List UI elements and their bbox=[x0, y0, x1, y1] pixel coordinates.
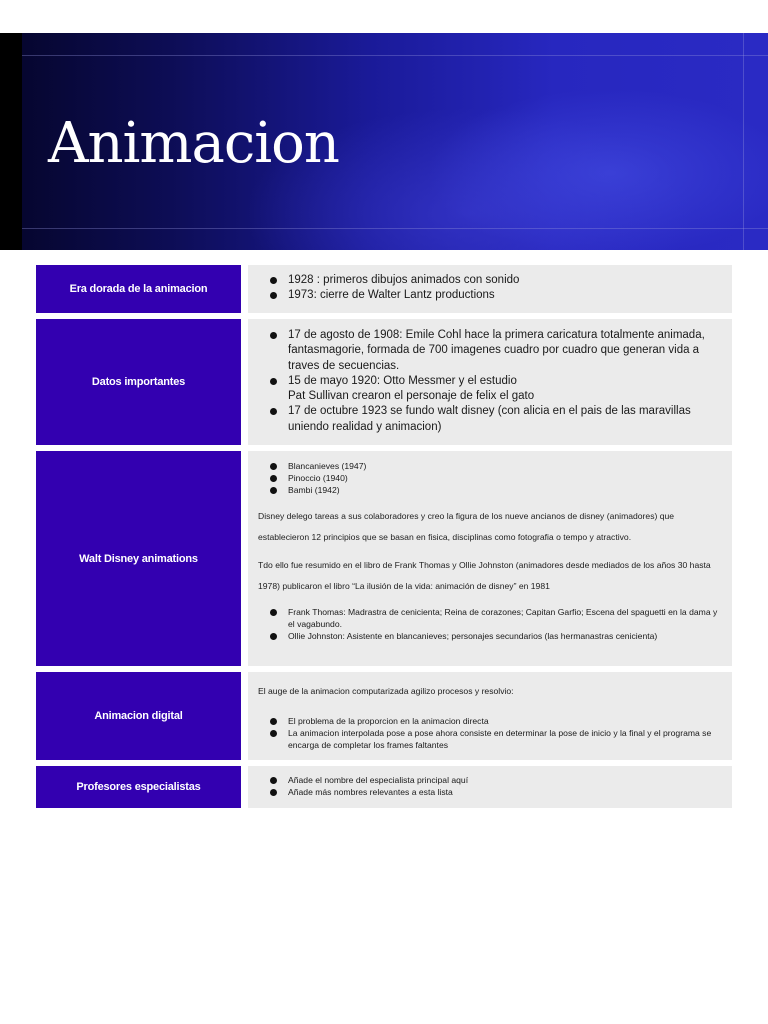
list-item bbox=[258, 374, 722, 405]
table-row-profesores bbox=[36, 766, 732, 808]
row-label: Walt Disney animations bbox=[36, 451, 241, 666]
list-item: 17 de agosto de 1908: Emile Cohl hace la primera caricatura totalmente animada, fantasmagorie, formada de 700 imagenes cuadro por cuadro que generan vida a traves de secuencias. bbox=[258, 328, 722, 374]
list-item: La animacion interpolada pose a pose ahora consiste en determinar la pose de inicio y la final y el programa se encarga de completar los frames faltantes bbox=[258, 727, 722, 751]
page-title: Animacion bbox=[48, 111, 339, 176]
info-table bbox=[36, 265, 732, 814]
list-item-text: 15 de mayo 1920: Otto Messmer y el estudio bbox=[288, 374, 517, 387]
table-row-datos-importantes bbox=[36, 319, 732, 445]
row-content bbox=[248, 766, 732, 808]
row-label: Profesores especialistas bbox=[36, 766, 241, 808]
row-content bbox=[248, 451, 732, 666]
list-item: Ollie Johnston: Asistente en blancanieves; personajes secundarios (las hermanastras cenicienta) bbox=[258, 630, 722, 642]
header-banner bbox=[0, 33, 768, 250]
banner-frame-top bbox=[22, 55, 768, 56]
table-row-era-dorada bbox=[36, 265, 732, 313]
row-content bbox=[248, 319, 732, 445]
row-label: Era dorada de la animacion bbox=[36, 265, 241, 313]
list-item: Pinoccio (1940) bbox=[258, 472, 722, 484]
list-item: Añade el nombre del especialista principal aquí bbox=[258, 774, 722, 786]
row-label: Datos importantes bbox=[36, 319, 241, 445]
table-row-animacion-digital bbox=[36, 672, 732, 760]
banner-frame-bottom bbox=[22, 228, 768, 229]
list-item: Añade más nombres relevantes a esta lista bbox=[258, 786, 722, 798]
list-item: Blancanieves (1947) bbox=[258, 460, 722, 472]
table-row-walt-disney bbox=[36, 451, 732, 666]
list-item: 17 de octubre 1923 se fundo walt disney (con alicia en el pais de las maravillas uniendo realidad y animacion) bbox=[258, 404, 722, 435]
list-item: 1928 : primeros dibujos animados con sonido bbox=[258, 273, 722, 288]
row-content bbox=[248, 672, 732, 760]
list-item: 1973: cierre de Walter Lantz productions bbox=[258, 288, 722, 303]
row-content bbox=[248, 265, 732, 313]
list-item-continuation: Pat Sullivan crearon el personaje de felix el gato bbox=[288, 390, 535, 403]
list-item: El problema de la proporcion en la animacion directa bbox=[258, 715, 722, 727]
list-item: Frank Thomas: Madrastra de cenicienta; Reina de corazones; Capitan Garfio; Escena del spaguetti en la dama y el vagabundo. bbox=[258, 606, 722, 630]
paragraph: Disney delego tareas a sus colaboradores y creo la figura de los nueve ancianos de disney (animadores) que establecieron 12 principios que se basan en fisica, disciplinas como fotografia o tempo y atractivo. bbox=[258, 511, 675, 542]
row-label: Animacion digital bbox=[36, 672, 241, 760]
banner-left-strip bbox=[0, 33, 22, 250]
list-item: Bambi (1942) bbox=[258, 484, 722, 496]
paragraph: El auge de la animacion computarizada agilizo procesos y resolvio: bbox=[258, 686, 514, 696]
paragraph: Tdo ello fue resumido en el libro de Frank Thomas y Ollie Johnston (animadores desde mediados de los años 30 hasta 1978) publicaron el libro “La ilusión de la vida: animación de disney” en 1981 bbox=[258, 560, 711, 591]
banner-frame-right bbox=[743, 33, 744, 250]
